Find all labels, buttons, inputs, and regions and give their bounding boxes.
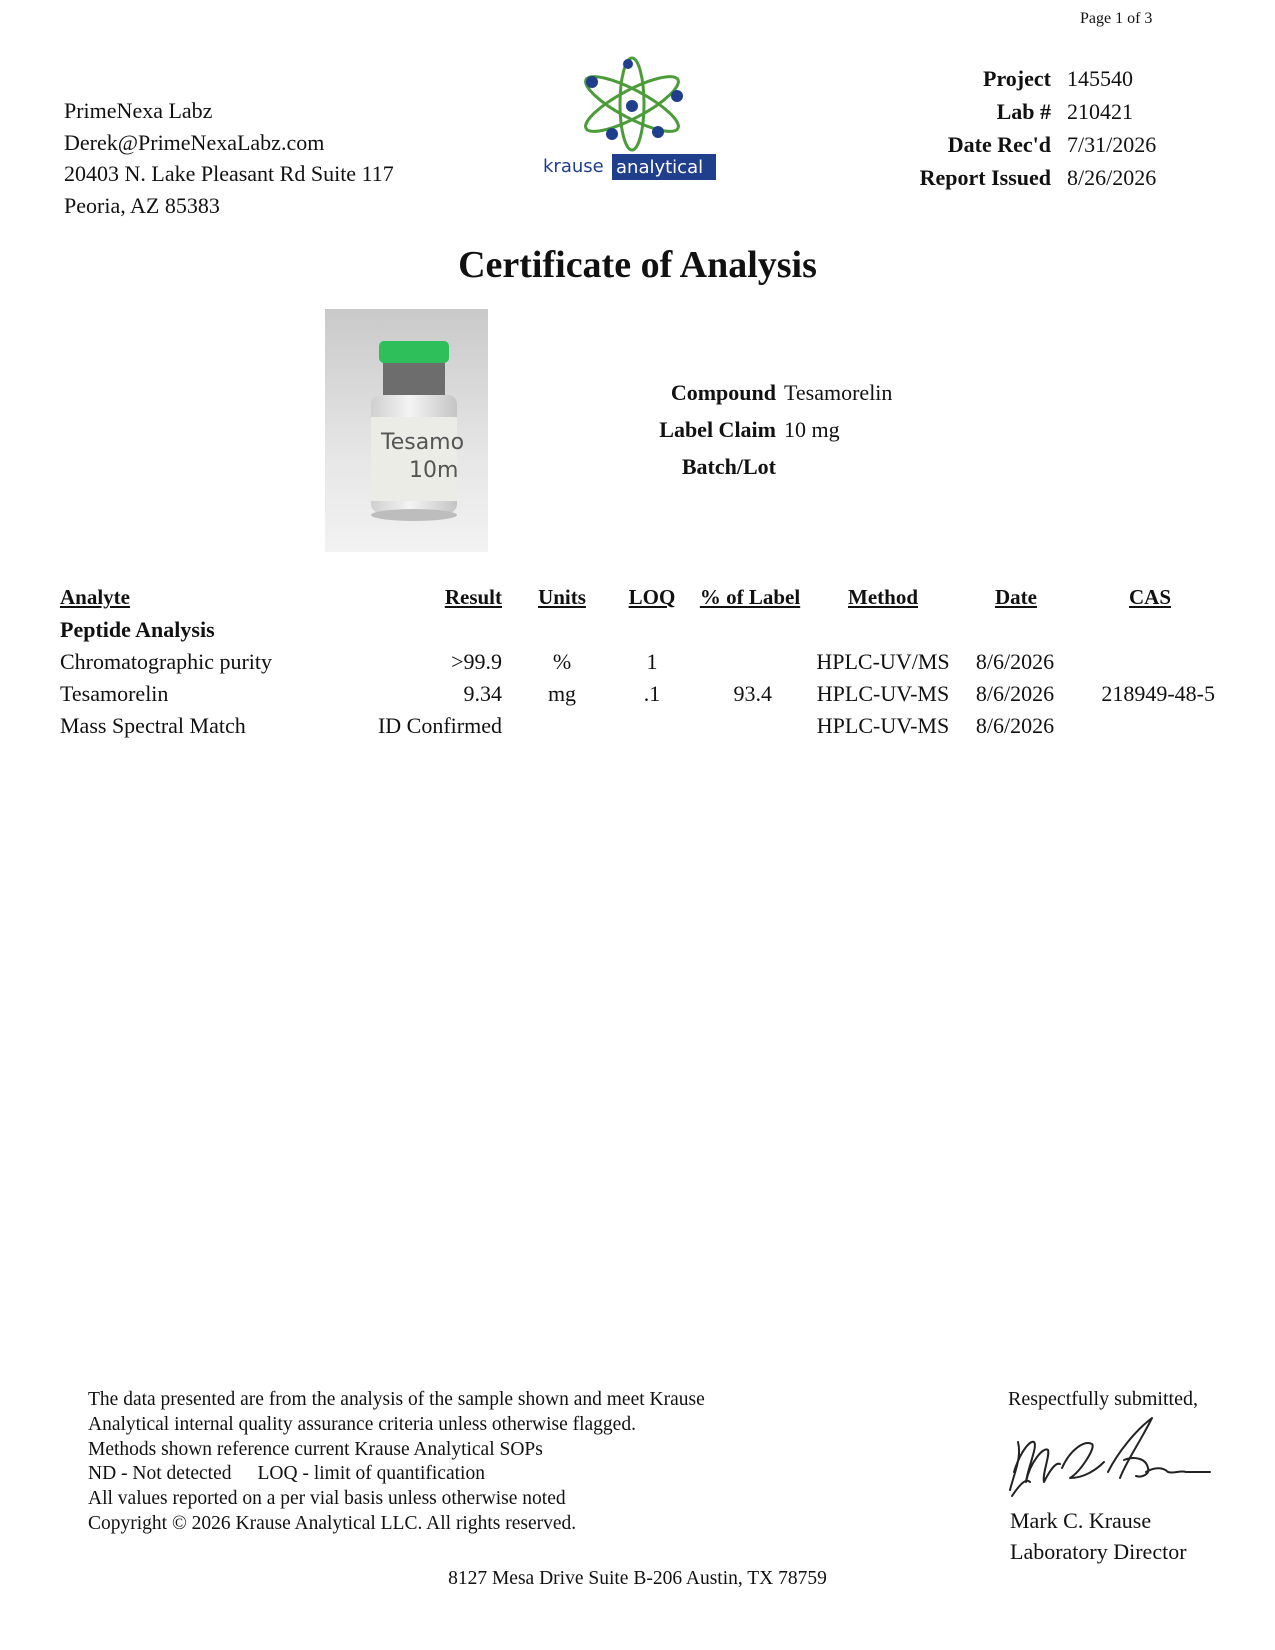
- cell-pct-label: 93.4: [733, 681, 772, 706]
- cell-analyte: Mass Spectral Match: [60, 713, 246, 738]
- note-line: Methods shown reference current Krause Analytical SOPs: [88, 1438, 543, 1460]
- sample-info-table: [600, 374, 892, 485]
- cell-loq: .1: [643, 681, 661, 706]
- cell-result: ID Confirmed: [377, 713, 502, 738]
- meta-row-project: [860, 62, 1156, 95]
- page-title: Certificate of Analysis: [458, 244, 817, 286]
- meta-label: Lab #: [996, 98, 1051, 124]
- cell-cas: 218949-48-5: [1101, 681, 1215, 706]
- note-line: Analytical internal quality assurance criteria unless otherwise flagged.: [88, 1413, 636, 1435]
- meta-label: Date Rec'd: [947, 131, 1051, 157]
- signer-name: Mark C. Krause: [1010, 1508, 1152, 1533]
- meta-value: 210421: [1067, 98, 1133, 124]
- signature-image: [1000, 1412, 1215, 1504]
- meta-row-lab: [860, 95, 1156, 128]
- footer-address: 8127 Mesa Drive Suite B-206 Austin, TX 78759: [448, 1568, 827, 1589]
- col-header-pct-label: % of Label: [699, 585, 801, 609]
- results-section-row: [0, 617, 1275, 649]
- cell-analyte: Chromatographic purity: [60, 649, 273, 674]
- vial-label-line1: Tesamo: [381, 430, 465, 455]
- meta-value: 7/31/2026: [1067, 131, 1157, 157]
- copyright-line: Copyright © 2026 Krause Analytical LLC. All rights reserved.: [88, 1512, 577, 1534]
- note-line: The data presented are from the analysis of the sample shown and meet Krause: [88, 1389, 705, 1410]
- table-row: [0, 681, 1275, 713]
- logo-brand-left: krause: [543, 156, 604, 177]
- section-title: Peptide Analysis: [60, 617, 215, 642]
- sample-row-compound: [600, 374, 892, 411]
- sample-label: Batch/Lot: [681, 453, 776, 479]
- report-meta-table: [860, 62, 1156, 194]
- col-header-date: Date: [995, 585, 1037, 609]
- cell-method: HPLC-UV-MS: [816, 713, 950, 738]
- signer-block: [1010, 1505, 1187, 1567]
- sample-vial-photo: [325, 309, 488, 552]
- client-address-line2: Peoria, AZ 85383: [64, 192, 220, 218]
- sample-row-batch-lot: [600, 448, 892, 485]
- sample-label: Label Claim: [659, 416, 776, 442]
- vial-cap: [379, 341, 449, 363]
- col-header-loq: LOQ: [628, 585, 676, 609]
- signoff-closing: Respectfully submitted,: [1008, 1388, 1198, 1410]
- client-email: Derek@PrimeNexaLabz.com: [64, 129, 325, 155]
- table-row: [0, 649, 1275, 681]
- results-header-row: [0, 585, 1275, 617]
- report-notes: [88, 1388, 705, 1537]
- meta-label: Project: [983, 65, 1051, 91]
- cell-method: HPLC-UV/MS: [816, 649, 950, 674]
- meta-label: Report Issued: [919, 164, 1051, 190]
- note-loq: LOQ - limit of quantification: [257, 1463, 485, 1485]
- signer-role: Laboratory Director: [1010, 1539, 1187, 1564]
- meta-value: 8/26/2026: [1067, 164, 1157, 190]
- meta-value: 145540: [1067, 65, 1133, 91]
- cell-units: %: [552, 649, 572, 674]
- meta-row-report-issued: [860, 161, 1156, 194]
- client-address-line1: 20403 N. Lake Pleasant Rd Suite 117: [64, 161, 394, 186]
- sample-value: 10 mg: [784, 416, 840, 442]
- note-nd: ND - Not detected: [88, 1463, 232, 1485]
- note-abbreviations: [88, 1462, 705, 1487]
- sample-label: Compound: [670, 379, 776, 405]
- results-table: [0, 585, 1275, 745]
- meta-row-date-received: [860, 128, 1156, 161]
- note-line: All values reported on a per vial basis unless otherwise noted: [88, 1488, 566, 1510]
- col-header-units: Units: [538, 585, 586, 609]
- cell-date: 8/6/2026: [975, 681, 1055, 706]
- cell-result: 9.34: [463, 681, 502, 706]
- krause-analytical-logo: [540, 52, 730, 194]
- logo-brand-right: analytical: [616, 157, 704, 178]
- col-header-cas: CAS: [1128, 585, 1171, 609]
- page-number: Page 1 of 3: [1080, 10, 1153, 27]
- vial-label-line2: 10m: [409, 458, 459, 483]
- cell-result: >99.9: [451, 649, 502, 674]
- cell-date: 8/6/2026: [975, 649, 1055, 674]
- col-header-result: Result: [444, 585, 502, 609]
- col-header-method: Method: [848, 585, 918, 609]
- sample-value: Tesamorelin: [784, 379, 893, 405]
- cell-analyte: Tesamorelin: [60, 681, 169, 706]
- client-address-block: [64, 95, 394, 221]
- sample-row-label-claim: [600, 411, 892, 448]
- cell-date: 8/6/2026: [975, 713, 1055, 738]
- table-row: [0, 713, 1275, 745]
- cell-loq: 1: [646, 649, 658, 674]
- col-header-analyte: Analyte: [60, 585, 130, 609]
- cell-units: mg: [547, 681, 577, 706]
- cell-method: HPLC-UV-MS: [816, 681, 950, 706]
- client-name: PrimeNexa Labz: [64, 98, 213, 123]
